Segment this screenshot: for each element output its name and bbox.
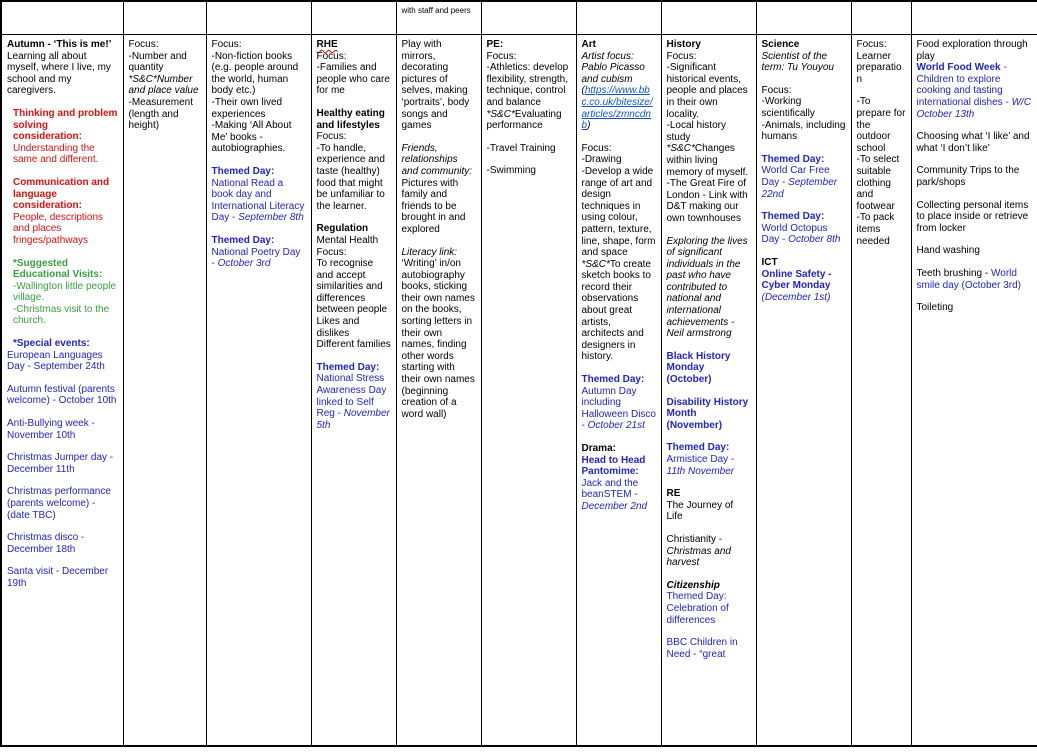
header-cell-life-skills[interactable] — [911, 1, 1037, 35]
paragraph — [317, 62, 392, 97]
text-run: -Working scientifically — [761, 96, 815, 119]
paragraph — [762, 257, 847, 269]
text-run: -Animals, including humans — [761, 119, 846, 143]
paragraph — [762, 292, 847, 304]
paragraph — [129, 39, 202, 51]
text-run: World smile day (October 3rd) — [916, 267, 1021, 291]
cell-life-skills[interactable] — [911, 35, 1037, 747]
text-run: Black History Monday (October) — [666, 350, 731, 386]
paragraph — [7, 452, 119, 475]
blank-line — [667, 477, 752, 488]
blank-line — [7, 97, 119, 108]
text-run: Collecting personal items to place inside or retrieve from locker — [916, 199, 1029, 234]
paragraph — [212, 97, 307, 120]
text-run: To create sketch books to record their observations about great artists, architects and designers in history. — [581, 258, 651, 363]
paragraph — [7, 177, 119, 212]
paragraph — [667, 178, 752, 224]
blank-line — [917, 154, 1034, 165]
text-run: November 5th — [316, 408, 390, 431]
blank-line — [857, 85, 907, 96]
paragraph — [762, 269, 847, 292]
text-run: Christmas performance (parents welcome) - (date TBC) — [7, 486, 111, 521]
text-run: Disability History Month (November) — [666, 396, 749, 431]
paragraph — [582, 259, 657, 363]
table-header-row — [1, 1, 1037, 35]
paragraph — [667, 143, 752, 178]
blank-line — [487, 154, 572, 165]
text-run: -Making ‘All About Me’ books - autobiographies. — [211, 120, 292, 155]
text-run: Santa visit - December 19th — [7, 566, 109, 589]
paragraph — [7, 39, 119, 97]
text-run: -Non-fiction books (e.g. people around the world, human body etc.) — [211, 50, 299, 97]
paragraph — [317, 362, 392, 374]
blank-line — [667, 225, 752, 236]
text-run: Food exploration through play — [916, 39, 1028, 62]
blank-line — [582, 132, 657, 143]
text-run: -Wallington little people village. — [13, 280, 117, 304]
text-run: *S&C* — [486, 108, 515, 120]
text-run: - Children to explore cooking and tasting international dishes - — [916, 62, 1012, 108]
paragraph — [7, 304, 119, 327]
paragraph — [7, 212, 119, 247]
paragraph — [7, 281, 119, 304]
paragraph — [582, 374, 657, 386]
text-run: Teeth brushing - — [916, 267, 991, 279]
paragraph — [762, 85, 847, 97]
cell-pe[interactable] — [481, 35, 576, 747]
blank-line — [402, 132, 477, 143]
paragraph — [212, 120, 307, 155]
paragraph — [667, 351, 752, 386]
blank-line — [317, 97, 392, 108]
paragraph — [7, 258, 119, 281]
paragraph — [917, 62, 1034, 120]
text-run: People, descriptions and places fringes/pathways — [13, 211, 104, 246]
text-run: September 8th — [238, 212, 304, 224]
text-run: PE: — [486, 39, 504, 50]
text-run: National Stress Awareness Day linked to Self Reg - — [316, 373, 387, 420]
paragraph — [582, 143, 657, 155]
paragraph — [917, 268, 1034, 291]
text-run: RE — [666, 488, 681, 500]
paragraph — [667, 236, 752, 340]
paragraph — [857, 154, 907, 212]
paragraph — [317, 316, 392, 339]
header-cell-maths[interactable] — [123, 1, 206, 35]
paragraph — [857, 96, 907, 154]
paragraph — [762, 51, 847, 74]
blank-line — [487, 132, 572, 143]
blank-line — [762, 143, 847, 154]
text-run: Focus: — [581, 142, 612, 154]
text-run: Themed Day: — [761, 153, 825, 165]
paragraph — [667, 637, 752, 660]
paragraph — [667, 534, 752, 569]
text-run: Themed Day: — [761, 211, 825, 223]
text-run: Focus: — [316, 50, 347, 62]
text-run: Focus: — [211, 39, 242, 50]
text-run: Science — [761, 39, 800, 50]
paragraph — [317, 373, 392, 431]
blank-line — [917, 120, 1034, 131]
paragraph — [487, 109, 572, 132]
paragraph — [402, 39, 477, 132]
text-run: -To select suitable clothing and footwear — [856, 154, 900, 212]
cell-english-focus[interactable] — [206, 35, 311, 747]
text-run: Likes and dislikes — [316, 316, 360, 339]
text-run: Themed Day: — [316, 361, 380, 373]
paragraph — [582, 478, 657, 513]
text-run: Literacy link: — [401, 246, 458, 258]
blank-line — [7, 475, 119, 486]
paragraph — [7, 350, 119, 373]
text-run: The Journey of Life — [666, 499, 734, 523]
text-run: -Christmas visit to the church. — [13, 303, 110, 327]
text-run: -Develop a wide range of art and design techniques in using colour, pattern, texture, line, shape, form and space — [581, 165, 656, 259]
blank-line — [762, 200, 847, 211]
text-run: *S&C* — [581, 258, 610, 270]
text-run: -The Great Fire of London - Link with D&T making our own townhouses — [666, 178, 748, 224]
blank-line — [317, 351, 392, 362]
text-run: RHE — [316, 39, 338, 50]
paragraph — [762, 39, 847, 51]
blank-line — [7, 555, 119, 566]
text-run: -Measurement (length and height) — [128, 96, 193, 132]
text-run: Themed Day: — [581, 374, 645, 386]
paragraph — [582, 85, 657, 131]
text-run: Changes within living memory of myself. — [666, 143, 749, 178]
paragraph — [917, 245, 1034, 257]
text-run: Christmas and harvest — [666, 545, 731, 569]
paragraph — [762, 223, 847, 246]
header-cell-art[interactable] — [576, 1, 661, 35]
text-run: Themed Day: — [666, 442, 730, 454]
blank-line — [917, 257, 1034, 268]
text-run: Themed Day: — [211, 234, 275, 246]
text-run: Themed Day: Celebration of differences — [666, 591, 729, 626]
cell-art[interactable] — [576, 35, 661, 747]
header-cell-outdoor[interactable] — [851, 1, 911, 35]
text-run: Choosing what ‘I like’ and what ‘I don’t like’ — [916, 131, 1030, 154]
paragraph — [667, 442, 752, 454]
header-cell-rhe[interactable] — [311, 1, 396, 35]
text-run: -Number and quantity — [128, 50, 187, 74]
blank-line — [667, 569, 752, 580]
paragraph — [582, 443, 657, 455]
text-run: (December 1st) — [761, 291, 831, 303]
cell-science-ict[interactable] — [756, 35, 851, 747]
paragraph — [7, 418, 119, 441]
blank-line — [212, 155, 307, 166]
paragraph — [667, 580, 752, 592]
text-run: Learning all about myself, where I live, my school and my caregivers. — [7, 50, 111, 97]
text-run: World Food Week — [916, 62, 1001, 74]
blank-line — [7, 247, 119, 258]
paragraph — [917, 302, 1034, 314]
hyperlink[interactable]: https://www.bbc.co.uk/bitesize/articles/zmncdnb — [581, 85, 653, 132]
text-run: Evaluating performance — [486, 108, 562, 132]
paragraph — [317, 108, 392, 131]
text-run: Exploring the lives of significant individuals in the past who have contributed to national and international achievements - Neil armstrong — [666, 235, 748, 340]
text-run: Autumn Day including Halloween Disco - — [581, 385, 656, 432]
text-run: ‘Writing’ in/on autobiography books, sticking their own names on the books, sorting letters in their own names, finding other words starting with their own names (beginning creation of a word wall) — [401, 258, 475, 420]
text-run: Themed Day: — [211, 165, 275, 177]
text-run: Christianity - — [666, 533, 723, 545]
paragraph — [667, 120, 752, 143]
blank-line — [762, 246, 847, 257]
text-run: Online Safety - Cyber Monday — [761, 268, 832, 292]
paragraph — [212, 247, 307, 270]
paragraph — [317, 223, 392, 235]
header-cell-science[interactable] — [756, 1, 851, 35]
text-run: Communication and language consideration: — [13, 176, 110, 212]
paragraph — [582, 386, 657, 432]
text-run: Pictures with family and friends to be brought in and explored — [401, 177, 466, 235]
paragraph — [317, 235, 392, 258]
text-run: National Read a book day and International Literacy Day - — [211, 177, 305, 224]
table-body-row — [1, 35, 1037, 747]
paragraph — [212, 166, 307, 178]
text-run: World Car Free Day - — [761, 165, 830, 188]
text-run: Different families — [316, 339, 391, 351]
paragraph — [7, 566, 119, 589]
blank-line — [917, 291, 1034, 302]
blank-line — [7, 166, 119, 177]
cell-autumn-overview[interactable] — [1, 35, 123, 747]
text-run: October 8th — [788, 234, 841, 246]
text-run: BBC Children in Need - “great — [666, 637, 738, 660]
blank-line — [7, 521, 119, 532]
header-cell-history[interactable] — [661, 1, 756, 35]
paragraph — [212, 51, 307, 97]
text-run: ) — [587, 120, 591, 132]
blank-line — [762, 74, 847, 85]
text-run: Thinking and problem solving consideration: — [13, 107, 118, 143]
paragraph — [7, 338, 119, 350]
paragraph — [402, 178, 477, 236]
text-run: Art — [581, 39, 596, 50]
text-run: Autumn festival (parents welcome) - October 10th — [7, 383, 117, 407]
paragraph — [857, 212, 907, 247]
text-run: Community Trips to the park/shops — [916, 165, 1020, 188]
blank-line — [317, 212, 392, 223]
paragraph — [762, 165, 847, 200]
text-run: -Swimming — [486, 165, 536, 177]
blank-line — [917, 189, 1034, 200]
paragraph — [212, 39, 307, 51]
text-run: ( — [581, 85, 585, 97]
blank-line — [667, 386, 752, 397]
text-run: Focus: — [856, 39, 887, 50]
paragraph — [7, 108, 119, 143]
paragraph — [487, 39, 572, 51]
text-run: Autumn - ‘This is me!’ — [7, 39, 112, 50]
paragraph — [402, 143, 477, 178]
paragraph — [317, 143, 392, 213]
paragraph — [667, 51, 752, 63]
text-run: -Local history study — [666, 120, 726, 143]
blank-line — [917, 234, 1034, 245]
text-run: -Their own lived experiences — [211, 96, 283, 120]
paragraph — [7, 384, 119, 407]
paragraph — [129, 51, 202, 74]
paragraph — [487, 165, 572, 177]
text-run: -Drawing — [581, 154, 622, 166]
paragraph — [582, 154, 657, 166]
paragraph — [762, 154, 847, 166]
text-run: Drama: — [581, 443, 616, 454]
paragraph — [667, 62, 752, 120]
text-run: Mental Health Focus: — [316, 234, 379, 258]
header-cell-autumn[interactable] — [1, 1, 123, 35]
paragraph — [212, 235, 307, 247]
blank-line — [7, 407, 119, 418]
text-run: Toileting — [916, 302, 954, 314]
blank-line — [582, 363, 657, 374]
text-run: Hand washing — [916, 245, 980, 257]
text-run: Citizenship — [666, 579, 720, 591]
text-run: Jack and the beanSTEM - — [581, 477, 639, 501]
paragraph — [667, 488, 752, 500]
paragraph — [857, 51, 907, 86]
blank-line — [7, 327, 119, 338]
text-run: Regulation — [316, 223, 369, 235]
paragraph — [762, 120, 847, 143]
blank-line — [667, 626, 752, 637]
text-run: -Significant historical events, people and places in their own locality. — [666, 62, 748, 120]
paragraph — [129, 97, 202, 132]
header-cell-pe[interactable] — [481, 1, 576, 35]
paragraph — [402, 247, 477, 259]
text-run: *Suggested Educational Visits: — [13, 257, 103, 281]
text-run: -To pack items needed — [856, 212, 895, 247]
cell-rhe[interactable] — [311, 35, 396, 747]
paragraph — [582, 166, 657, 259]
text-run: European Languages Day - September 24th — [7, 349, 105, 373]
paragraph — [487, 51, 572, 63]
paragraph — [667, 591, 752, 626]
paragraph — [487, 62, 572, 108]
paragraph — [762, 96, 847, 119]
cell-maths-focus[interactable] — [123, 35, 206, 747]
text-run: National Poetry Day - — [211, 246, 301, 270]
cell-outdoor-school[interactable] — [851, 35, 911, 747]
text-run: History — [666, 39, 701, 50]
header-cell-english[interactable] — [206, 1, 311, 35]
text-run: -To prepare for the outdoor school — [856, 96, 906, 154]
text-run: *S&C* — [666, 143, 695, 155]
text-run: September 22nd — [761, 176, 838, 200]
paragraph — [582, 455, 657, 478]
paragraph — [762, 211, 847, 223]
text-run: Friends, relationships and community: — [401, 142, 473, 177]
text-run: Focus: — [761, 84, 792, 96]
paragraph — [402, 258, 477, 420]
blank-line — [7, 373, 119, 384]
paragraph — [917, 200, 1034, 235]
text-run: W/C October 13th — [916, 96, 1032, 120]
paragraph — [317, 339, 392, 351]
paragraph — [582, 39, 657, 51]
text-run: ICT — [761, 256, 778, 268]
text-run: *S&C*Number and place value — [128, 73, 199, 97]
paragraph — [317, 131, 392, 143]
paragraph — [7, 143, 119, 166]
paragraph — [317, 39, 392, 51]
paragraph — [582, 51, 657, 86]
text-run: -To handle, experience and taste (healthy) food that might be unfamiliar to the learner. — [316, 142, 385, 212]
blank-line — [402, 236, 477, 247]
text-run: Christmas disco - December 18th — [7, 532, 85, 555]
header-cell-play[interactable]: with staff and peers — [396, 1, 481, 35]
text-run: Focus: — [128, 39, 159, 50]
paragraph — [212, 178, 307, 224]
paragraph — [7, 486, 119, 521]
text-run: Focus: — [486, 50, 517, 62]
text-run: Focus: — [316, 131, 347, 143]
text-run: Scientist of the term: Tu Youyou — [761, 50, 834, 74]
paragraph — [129, 74, 202, 97]
text-run: -Athletics: develop flexibility, strength, technique, control and balance — [486, 62, 569, 108]
blank-line — [667, 431, 752, 442]
paragraph — [857, 39, 907, 51]
text-run: Focus: — [666, 50, 697, 62]
text-run: 11th November — [666, 465, 735, 477]
text-run: World Octopus Day - — [761, 222, 828, 246]
text-run: Head to Head Pantomime: — [581, 454, 646, 478]
blank-line — [212, 224, 307, 235]
paragraph — [317, 258, 392, 316]
blank-line — [667, 340, 752, 351]
text-run: Learner preparation — [856, 50, 902, 85]
cell-play-activities[interactable] — [396, 35, 481, 747]
text-run: -Families and people who care for me — [316, 62, 390, 97]
paragraph — [487, 143, 572, 155]
text-run: Artist focus: Pablo Picasso and cubism — [581, 50, 645, 85]
blank-line — [582, 432, 657, 443]
text-run: Healthy eating and lifestyles — [316, 107, 385, 131]
text-run: Armistice Day - — [666, 454, 735, 465]
paragraph — [917, 165, 1034, 188]
text-run: To recognise and accept similarities and differences between people — [316, 258, 388, 316]
blank-line — [7, 441, 119, 452]
paragraph — [667, 454, 752, 477]
paragraph — [317, 51, 392, 63]
paragraph — [667, 397, 752, 432]
blank-line — [667, 523, 752, 534]
paragraph — [667, 39, 752, 51]
cell-history-re[interactable] — [661, 35, 756, 747]
text-run: *Special events: — [13, 338, 90, 350]
paragraph — [917, 39, 1034, 62]
text-run: Play with mirrors, decorating pictures of selves, making ‘portraits’, body songs and games — [401, 39, 470, 132]
text-run: -Travel Training — [486, 142, 556, 154]
text-run: Understanding the same and different. — [13, 142, 99, 166]
text-run: October 21st — [587, 420, 645, 432]
text-run: Christmas Jumper day - December 11th — [7, 452, 114, 475]
paragraph — [667, 500, 752, 523]
paragraph — [917, 131, 1034, 154]
text-run: December 2nd — [581, 500, 648, 512]
paragraph — [7, 532, 119, 555]
text-run: October 3rd — [217, 258, 271, 270]
text-run: Anti-Bullying week - November 10th — [7, 418, 95, 441]
